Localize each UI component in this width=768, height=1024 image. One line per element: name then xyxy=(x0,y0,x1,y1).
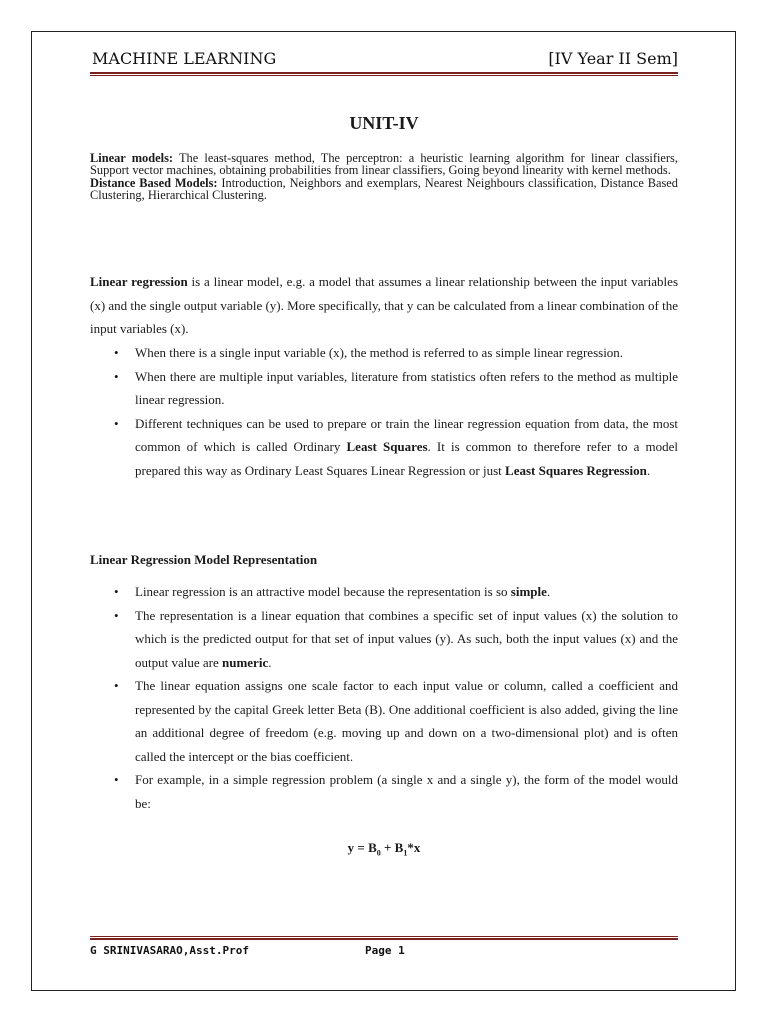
regression-equation xyxy=(90,840,678,858)
list-item xyxy=(90,365,678,412)
page-header xyxy=(90,49,678,71)
syllabus-distance-models xyxy=(90,177,678,202)
list-item-text: Different techniques can be used to prepare or train the linear regression equation from data, the most common of which is called Ordinary xyxy=(135,415,678,454)
list-item-bold: numeric xyxy=(222,654,269,670)
bullet-icon: • xyxy=(114,368,119,384)
header-course-title: MACHINE LEARNING xyxy=(92,49,277,68)
syllabus-linear-text: The least-squares method, The perceptron: a heuristic learning algorithm for linear classifiers, Support vector machines, obtaining probabilities from linear classifiers, Going beyond linearity with kernel methods. xyxy=(90,151,678,178)
list-item-text: When there are multiple input variables, literature from statistics often refers to the method as multiple linear regression. xyxy=(135,368,678,407)
equation-mid: + B xyxy=(380,840,404,855)
syllabus-linear-models xyxy=(90,152,678,177)
bullet-icon: • xyxy=(114,584,119,599)
bullet-icon: • xyxy=(114,607,119,623)
equation-lhs: y = B xyxy=(347,840,377,855)
header-rule xyxy=(90,72,678,74)
footer-page-number: Page 1 xyxy=(365,944,405,957)
list-item-bold: Least Squares xyxy=(346,439,428,454)
list-item xyxy=(90,341,678,365)
list-item-text: . xyxy=(546,584,551,599)
footer-rule xyxy=(90,938,678,940)
bullet-icon: • xyxy=(114,772,119,787)
list-item-text: The representation is a linear equation that combines a specific set of input values (x) the solution to which is the predicted output for that set of input values (y). As such, both the input values (x) and the output value are xyxy=(135,607,678,670)
equation-rhs: *x xyxy=(407,840,421,855)
list-item-text: . xyxy=(646,462,651,478)
syllabus-distance-text: Introduction, Neighbors and exemplars, Nearest Neighbours classification, Distance Based Clustering, Hierarchical Clustering. xyxy=(90,175,678,203)
list-item xyxy=(90,580,678,604)
list-item xyxy=(90,412,678,483)
intro-bold-term: Linear regression xyxy=(90,274,188,289)
syllabus-distance-label: Distance Based Models: xyxy=(90,175,218,190)
equation-subscript-1: 1 xyxy=(403,848,408,858)
footer-author: G SRINIVASARAO,Asst.Prof xyxy=(90,944,249,957)
list-item-bold: Least Squares Regression xyxy=(505,462,647,478)
list-item xyxy=(90,674,678,768)
representation-list xyxy=(90,580,678,815)
header-rule-thin xyxy=(90,75,678,76)
regression-types-list xyxy=(90,341,678,482)
header-semester: [IV Year II Sem] xyxy=(548,49,678,68)
bullet-icon: • xyxy=(114,415,119,431)
list-item-text: . It is common to therefore refer to a model prepared this way as Ordinary Least Squares Linear Regression or just xyxy=(135,439,678,478)
equation-subscript-0: 0 xyxy=(376,848,381,858)
list-item-text: For example, in a simple regression problem (a single x and a single y), the form of the model would be: xyxy=(135,772,678,811)
list-item-text: . xyxy=(268,654,272,670)
syllabus-block xyxy=(90,152,678,202)
list-item xyxy=(90,768,678,815)
bullet-icon: • xyxy=(114,678,119,693)
intro-paragraph xyxy=(90,270,678,341)
footer-rule-thin xyxy=(90,936,678,937)
list-item-text: Linear regression is an attractive model because the representation is so xyxy=(135,584,511,599)
list-item xyxy=(90,604,678,675)
intro-text: is a linear model, e.g. a model that assumes a linear relationship between the input variables (x) and the single output variable (y). More specifically, that y can be calculated from a linear combination of the input variables (x). xyxy=(90,274,679,336)
list-item-text: The linear equation assigns one scale factor to each input value or column, called a coefficient and represented by the capital Greek letter Beta (B). One additional coefficient is also added, giving the line an additional degree of freedom (e.g. moving up and down on a two-dimensional plot) and is often called the intercept or the bias coefficient. xyxy=(135,678,678,764)
unit-title: UNIT-IV xyxy=(349,113,419,133)
bullet-icon: • xyxy=(114,345,119,360)
syllabus-linear-label: Linear models: xyxy=(90,151,174,165)
section-heading: Linear Regression Model Representation xyxy=(90,552,318,567)
list-item-text: When there is a single input variable (x), the method is referred to as simple linear regression. xyxy=(135,345,624,360)
list-item-bold: simple xyxy=(510,584,547,599)
